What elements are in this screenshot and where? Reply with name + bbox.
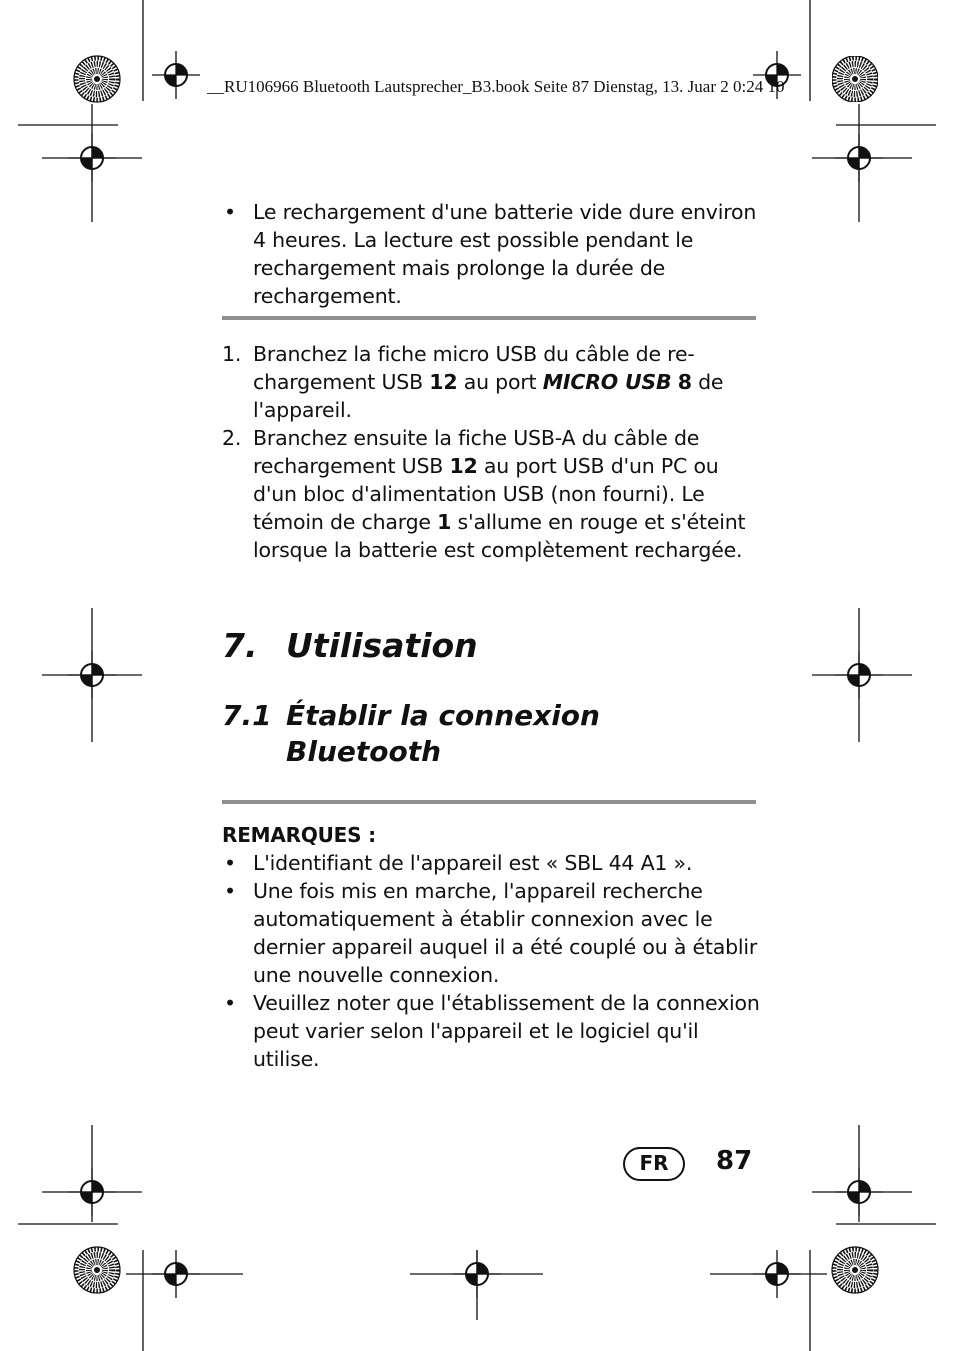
- part-ref: 12: [429, 370, 458, 394]
- subsection-number: 7.1: [222, 699, 272, 732]
- remarks-section: [222, 821, 762, 1073]
- list-item: [222, 989, 762, 1073]
- bullet: •: [224, 991, 236, 1015]
- bullet: •: [224, 879, 236, 903]
- step-text: Branchez ensuite la fiche USB-A du câble de rechargement USB: [253, 426, 700, 478]
- step-number: 1.: [222, 342, 242, 366]
- subsection-heading: [222, 698, 600, 770]
- bullet: •: [224, 200, 236, 224]
- step-text: de l'appareil.: [253, 370, 724, 422]
- section-title: Utilisation: [286, 626, 478, 665]
- remark-text: Veuillez noter que l'établissement de la connexion peut varier selon l'appareil et le logiciel qu'il utilise.: [253, 991, 760, 1071]
- step-text: au port USB d'un PC ou d'un bloc d'alimentation USB (non fourni). Le témoin de charge: [253, 454, 719, 534]
- remark-text: L'identifiant de l'appareil est « SBL 44 A1 ».: [253, 851, 693, 875]
- list-item: [222, 877, 762, 989]
- section-divider: [222, 800, 756, 804]
- port-label: MICRO USB: [542, 370, 672, 394]
- step-item: [222, 340, 762, 424]
- section-number: 7.: [222, 626, 258, 665]
- page-number: 87: [716, 1146, 753, 1176]
- step-number: 2.: [222, 426, 242, 450]
- step-text: s'allume en rouge et s'éteint lorsque la batterie est complètement rechargée.: [253, 510, 746, 562]
- intro-section: [222, 198, 762, 310]
- part-ref: 12: [449, 454, 478, 478]
- list-item: [222, 198, 762, 310]
- subsection-title-line2: Bluetooth: [286, 735, 442, 768]
- section-divider: [222, 316, 756, 320]
- intro-bullet-text: Le rechargement d'une batterie vide dure environ 4 heures. La lecture est possible pendant le rechargement mais prolonge la durée de rechargement.: [253, 200, 757, 308]
- steps-list: [222, 340, 762, 564]
- star-target-icon: [832, 56, 878, 102]
- remarks-heading: REMARQUES :: [222, 823, 376, 847]
- step-text: au port: [457, 370, 543, 394]
- print-slug: __RU106966 Bluetooth Lautsprecher_B3.book Seite 87 Dienstag, 13. Juar 2 0:24 10: [207, 77, 785, 96]
- section-heading: [222, 624, 478, 668]
- list-item: [222, 849, 762, 877]
- remark-text: Une fois mis en marche, l'appareil recherche automatiquement à établir connexion avec le dernier appareil auquel il a été couplé ou à établir une nouvelle connexion.: [253, 879, 758, 987]
- step-text: Branchez la fiche micro USB du câble de rechargement USB: [253, 342, 695, 394]
- bullet: •: [224, 851, 236, 875]
- part-ref: 1: [437, 510, 452, 534]
- language-badge: FR: [623, 1147, 685, 1181]
- step-item: [222, 424, 762, 564]
- subsection-title-line1: Établir la connexion: [286, 699, 600, 732]
- part-ref: 8: [677, 370, 692, 394]
